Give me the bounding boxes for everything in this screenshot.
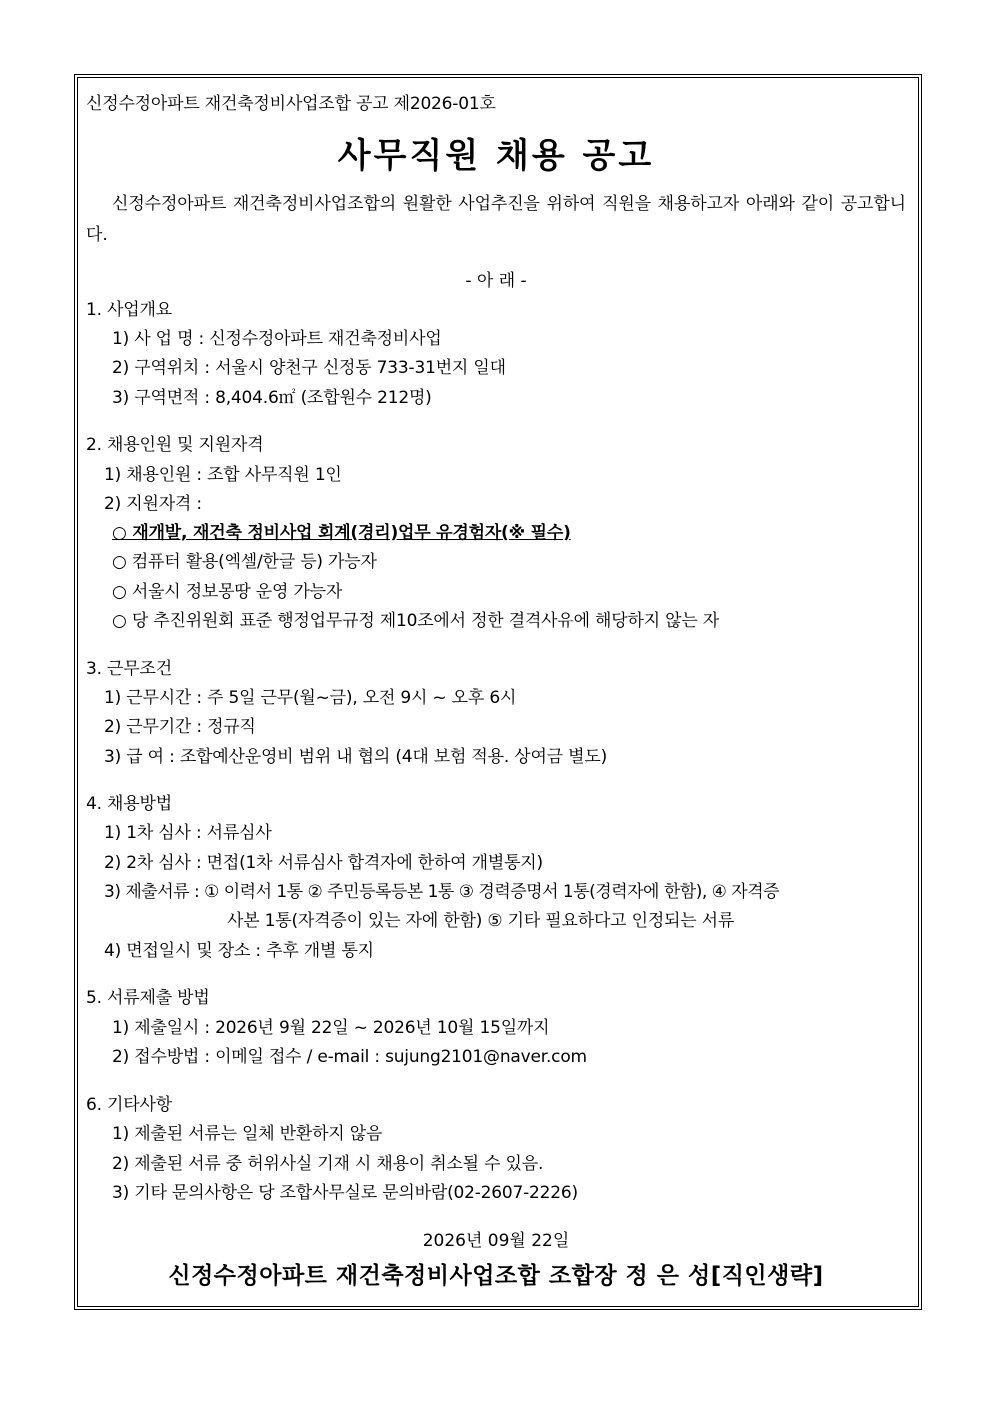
qualification-item: ○ 컴퓨터 활용(엑셀/한글 등) 가능자 bbox=[112, 552, 377, 572]
section-1-item: 3) 구역면적 : 8,404.6㎡ (조합원수 212명) bbox=[112, 388, 432, 408]
section-2-item: 2) 지원자격 : bbox=[104, 494, 202, 514]
section-3-item: 3) 급 여 : 조합예산운영비 범위 내 협의 (4대 보험 적용. 상여금 별도) bbox=[104, 747, 608, 767]
intro-paragraph: 신정수정아파트 재건축정비사업조합의 원활한 사업추진을 위하여 직원을 채용하고자 아래와 같이 공고합니다. bbox=[86, 194, 906, 245]
section-6-item: 1) 제출된 서류는 일체 반환하지 않음 bbox=[112, 1124, 383, 1144]
page-title: 사무직원 채용 공고 bbox=[337, 136, 655, 176]
section-4-item-continued: 사본 1통(자격증이 있는 자에 한함) ⑤ 기타 필요하다고 인정되는 서류 bbox=[227, 911, 735, 931]
section-2-item: 1) 채용인원 : 조합 사무직원 1인 bbox=[104, 465, 342, 485]
section-5-item: 2) 접수방법 : 이메일 접수 / e-mail : sujung2101@naver.com bbox=[112, 1047, 587, 1067]
notice-date: 2026년 09월 22일 bbox=[422, 1231, 570, 1251]
section-3-heading: 3. 근무조건 bbox=[86, 659, 172, 679]
arae-divider: - 아 래 - bbox=[465, 271, 527, 291]
qualification-item: ○ 서울시 정보몽땅 운영 가능자 bbox=[112, 582, 343, 602]
section-4-item: 4) 면접일시 및 장소 : 추후 개별 통지 bbox=[104, 941, 374, 961]
section-1-item: 2) 구역위치 : 서울시 양천구 신정동 733-31번지 일대 bbox=[112, 358, 506, 378]
section-4-heading: 4. 채용방법 bbox=[86, 794, 172, 814]
section-3-item: 1) 근무시간 : 주 5일 근무(월~금), 오전 9시 ~ 오후 6시 bbox=[104, 688, 517, 708]
section-5-item: 1) 제출일시 : 2026년 9월 22일 ~ 2026년 10월 15일까지 bbox=[112, 1018, 550, 1038]
qualification-item: ○ 당 추진위원회 표준 행정업무규정 제10조에서 정한 결격사유에 해당하지 않는 자 bbox=[112, 611, 720, 631]
section-1-heading: 1. 사업개요 bbox=[86, 300, 172, 320]
notice-number: 신정수정아파트 재건축정비사업조합 공고 제2026-01호 bbox=[86, 94, 496, 114]
section-1-item: 1) 사 업 명 : 신정수정아파트 재건축정비사업 bbox=[112, 329, 442, 349]
section-4-item: 3) 제출서류 : ① 이력서 1통 ② 주민등록등본 1통 ③ 경력증명서 1통(경력자에 한함), ④ 자격증 bbox=[104, 882, 780, 902]
section-6-item: 2) 제출된 서류 중 허위사실 기재 시 채용이 취소될 수 있음. bbox=[112, 1154, 544, 1174]
section-3-item: 2) 근무기간 : 정규직 bbox=[104, 717, 256, 737]
section-4-item: 2) 2차 심사 : 면접(1차 서류심사 합격자에 한하여 개별통지) bbox=[104, 853, 543, 873]
section-4-item: 1) 1차 심사 : 서류심사 bbox=[104, 823, 272, 843]
qualification-required: ○ 재개발, 재건축 정비사업 회계(경리)업무 유경험자(※ 필수) bbox=[112, 523, 571, 543]
section-6-heading: 6. 기타사항 bbox=[86, 1095, 172, 1115]
signature-line: 신정수정아파트 재건축정비사업조합 조합장 정 은 성[직인생략] bbox=[168, 1263, 824, 1289]
section-2-heading: 2. 채용인원 및 지원자격 bbox=[86, 435, 264, 455]
section-5-heading: 5. 서류제출 방법 bbox=[86, 988, 210, 1008]
section-6-item: 3) 기타 문의사항은 당 조합사무실로 문의바람(02-2607-2226) bbox=[112, 1183, 578, 1203]
